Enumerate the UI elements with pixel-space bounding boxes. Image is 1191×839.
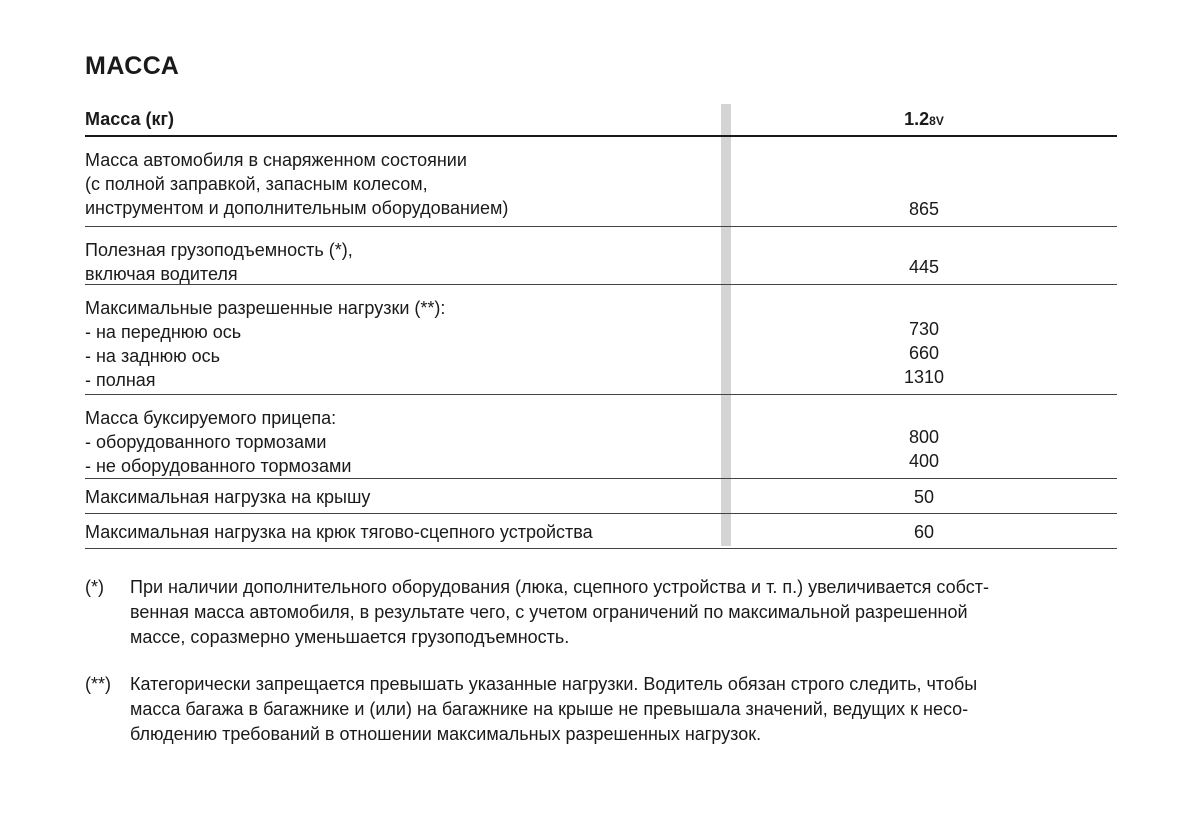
footnote-line: масса багажа в багажнике и (или) на багажнике на крыше не превышала значений, ведущих к несо- bbox=[130, 699, 969, 719]
footnote-line: массе, соразмерно уменьшается грузоподъемность. bbox=[130, 627, 570, 647]
value-cell: 800 bbox=[908, 427, 940, 447]
value-cell: 60 bbox=[913, 522, 935, 542]
value-cell: 1310 bbox=[903, 367, 945, 387]
footnote-marker: (**) bbox=[85, 674, 111, 694]
label-line: - оборудованного тормозами bbox=[85, 432, 327, 452]
row-values bbox=[731, 317, 1117, 389]
mass-table bbox=[85, 104, 1117, 549]
row-values bbox=[731, 485, 1117, 509]
label-line: - на переднюю ось bbox=[85, 322, 242, 342]
footnote-line: венная масса автомобиля, в результате чего, с учетом ограничений по максимальной разрешенной bbox=[130, 602, 968, 622]
value-cell: 400 bbox=[908, 451, 940, 471]
row-label bbox=[85, 514, 721, 548]
footnote-line: Категорически запрещается превышать указанные нагрузки. Водитель обязан строго следить, чтобы bbox=[130, 674, 978, 694]
row-values bbox=[731, 197, 1117, 221]
table-header-row bbox=[85, 104, 1117, 137]
footnote-marker: (*) bbox=[85, 577, 104, 597]
label-line: Полезная грузоподъемность (*), bbox=[85, 240, 353, 260]
footnote-text bbox=[130, 672, 1115, 747]
footnote-2 bbox=[85, 672, 1115, 747]
label-line: - полная bbox=[85, 370, 156, 390]
header-label: Масса (кг) bbox=[85, 109, 174, 129]
engine-valves: 8V bbox=[929, 114, 944, 128]
table-row-payload bbox=[85, 227, 1117, 285]
label-line: (с полной заправкой, запасным колесом, bbox=[85, 174, 428, 194]
value-cell: 730 bbox=[908, 319, 940, 339]
table-row-max-loads bbox=[85, 285, 1117, 395]
header-engine bbox=[731, 107, 1117, 133]
table-row-roof-load bbox=[85, 479, 1117, 514]
footnote-line: блюдению требований в отношении максимальных разрешенных нагрузок. bbox=[130, 724, 762, 744]
table-row-trailer bbox=[85, 395, 1117, 479]
footnote-text bbox=[130, 575, 1115, 650]
label-line: Максимальные разрешенные нагрузки (**): bbox=[85, 298, 446, 318]
row-values bbox=[731, 520, 1117, 544]
row-label bbox=[85, 395, 721, 478]
label-line: инструментом и дополнительным оборудованием) bbox=[85, 198, 509, 218]
row-values bbox=[731, 255, 1117, 279]
engine-displacement: 1.2 bbox=[904, 109, 930, 129]
label-line: Масса буксируемого прицепа: bbox=[85, 408, 337, 428]
value-cell: 445 bbox=[908, 257, 940, 277]
page-title: МАССА bbox=[85, 52, 180, 80]
footnotes bbox=[85, 575, 1115, 769]
row-label bbox=[85, 285, 721, 394]
row-label bbox=[85, 479, 721, 513]
value-cell: 865 bbox=[908, 199, 940, 219]
table-row-curb-weight bbox=[85, 137, 1117, 227]
value-cell: 50 bbox=[913, 487, 935, 507]
footnote-1 bbox=[85, 575, 1115, 650]
label-line: - не оборудованного тормозами bbox=[85, 456, 352, 476]
row-values bbox=[731, 425, 1117, 473]
label-line: Масса автомобиля в снаряженном состоянии bbox=[85, 150, 467, 170]
label-line: Максимальная нагрузка на крышу bbox=[85, 487, 371, 507]
footnote-line: При наличии дополнительного оборудования (люка, сцепного устройства и т. п.) увеличивается собст- bbox=[130, 577, 989, 597]
table-row-towbar-load bbox=[85, 514, 1117, 549]
label-line: - на заднюю ось bbox=[85, 346, 221, 366]
value-cell: 660 bbox=[908, 343, 940, 363]
row-label bbox=[85, 227, 721, 284]
label-line: Максимальная нагрузка на крюк тягово-сцепного устройства bbox=[85, 522, 593, 542]
label-line: включая водителя bbox=[85, 264, 238, 284]
row-label bbox=[85, 137, 721, 226]
